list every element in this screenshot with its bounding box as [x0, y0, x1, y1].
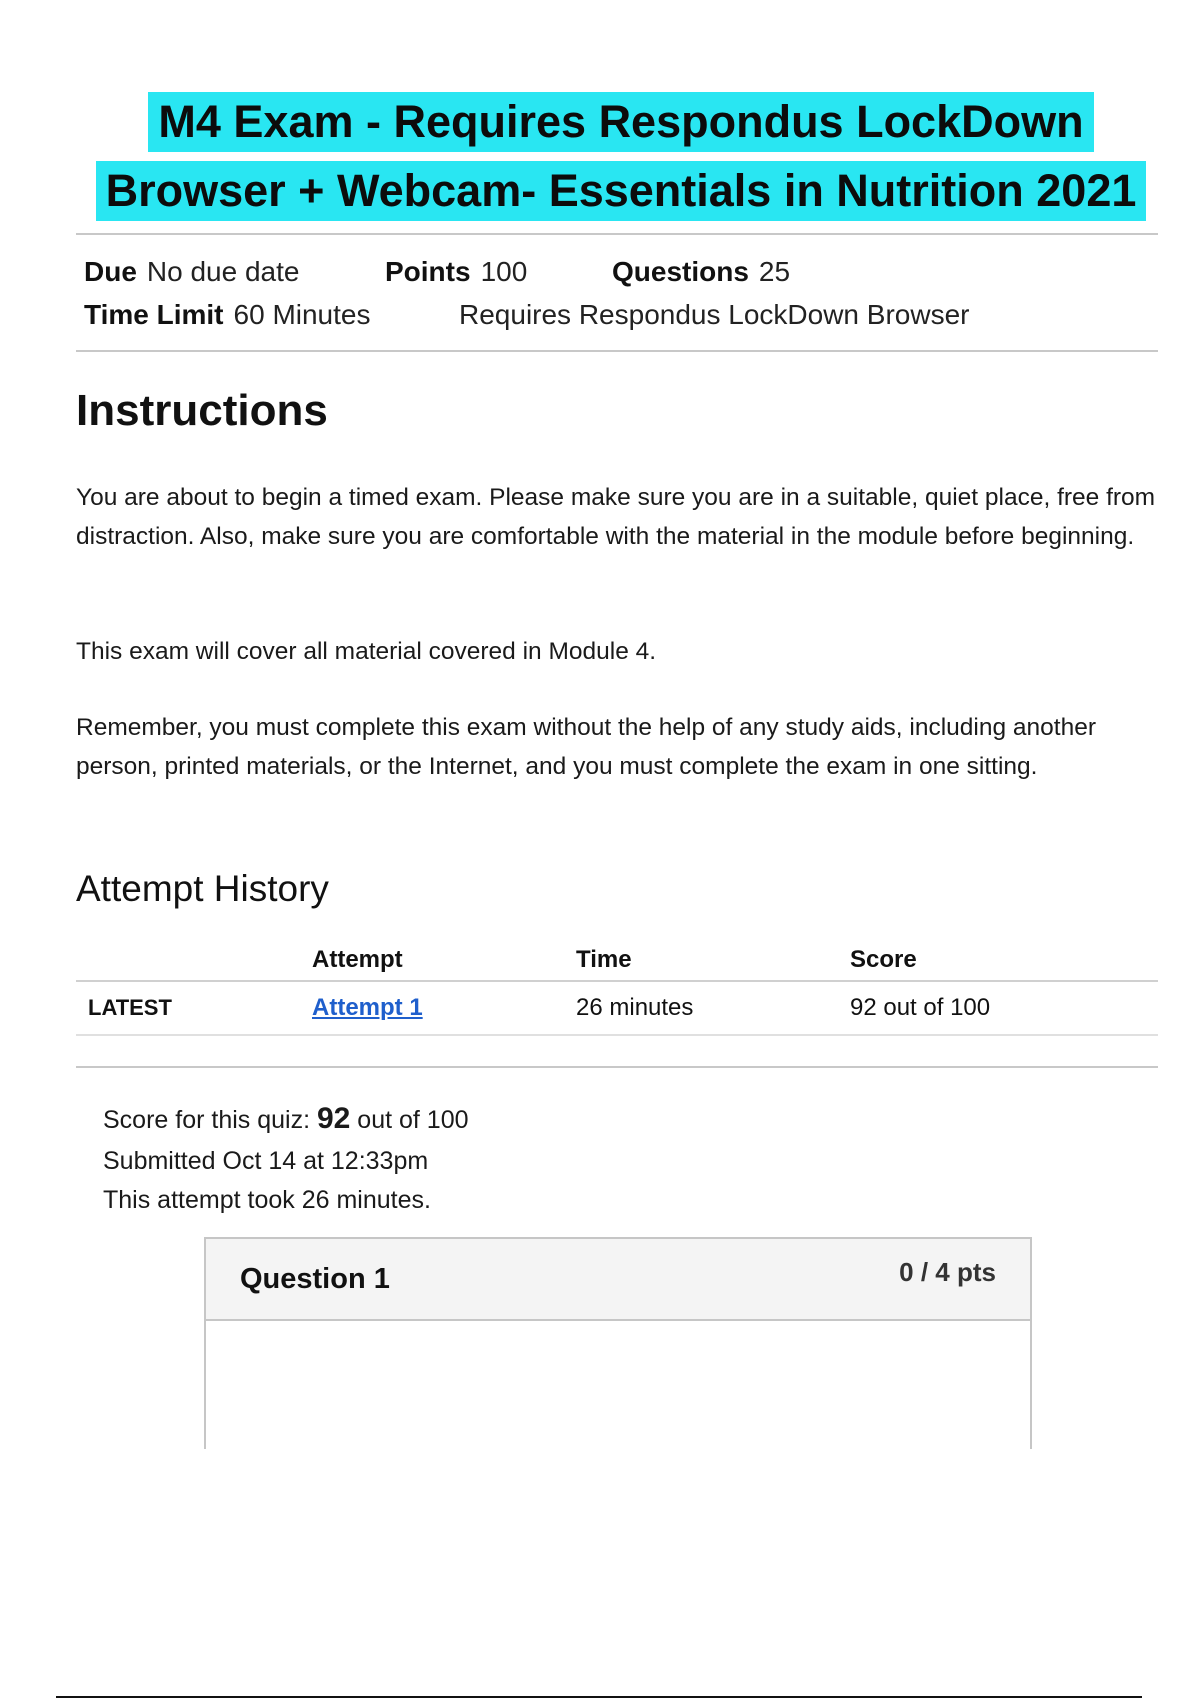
table-row	[76, 982, 1158, 1036]
attempt-1-link[interactable]: Attempt 1	[312, 994, 423, 1021]
exam-title-line-1: M4 Exam - Requires Respondus LockDown	[148, 92, 1093, 152]
question-points: 0 / 4 pts	[899, 1257, 996, 1287]
latest-label: LATEST	[88, 995, 172, 1020]
time-limit-value: 60 Minutes	[233, 299, 371, 330]
divider	[76, 1066, 1158, 1068]
due-value: No due date	[146, 256, 300, 287]
exam-title-line-2: Browser + Webcam- Essentials in Nutrition 2021	[96, 161, 1147, 221]
exam-title	[76, 92, 1166, 221]
points-info	[385, 256, 527, 288]
column-header-attempt: Attempt	[312, 946, 403, 973]
instructions-paragraph: You are about to begin a timed exam. Please make sure you are in a suitable, quiet place, free from distraction. Also, make sure you are comfortable with the material in the module before beginning.	[76, 484, 1156, 550]
quiz-score	[103, 1102, 469, 1136]
divider	[76, 233, 1158, 235]
due-label: Due	[84, 256, 137, 287]
questions-label: Questions	[612, 256, 749, 287]
quiz-score-prefix: Score for this quiz:	[103, 1106, 317, 1134]
questions-value: 25	[758, 256, 791, 287]
questions-info	[612, 256, 790, 288]
quiz-score-value: 92	[316, 1102, 351, 1135]
footer-divider	[56, 1696, 1142, 1698]
points-label: Points	[385, 256, 471, 287]
question-title: Question 1	[240, 1263, 390, 1295]
quiz-score-suffix: out of 100	[350, 1106, 469, 1134]
instructions-paragraph: Remember, you must complete this exam without the help of any study aids, including another person, printed materials, or the Internet, and you must complete the exam in one sitting.	[76, 714, 1097, 780]
due-info	[84, 256, 299, 288]
submitted-date: Submitted Oct 14 at 12:33pm	[103, 1147, 429, 1175]
attempt-table-header	[76, 942, 1158, 982]
attempt-duration: This attempt took 26 minutes.	[103, 1186, 431, 1214]
question-card	[204, 1237, 1032, 1449]
time-cell: 26 minutes	[576, 994, 694, 1021]
instructions-heading: Instructions	[76, 386, 328, 435]
time-limit-label: Time Limit	[84, 299, 224, 330]
column-header-time: Time	[576, 946, 632, 973]
time-limit-info	[84, 299, 370, 331]
divider	[76, 350, 1158, 352]
instructions-paragraph: This exam will cover all material covered in Module 4.	[76, 638, 657, 665]
column-header-score: Score	[850, 946, 917, 973]
question-header	[206, 1239, 1030, 1321]
score-cell: 92 out of 100	[850, 994, 991, 1021]
attempt-cell	[312, 982, 423, 1034]
lockdown-requirement: Requires Respondus LockDown Browser	[459, 299, 970, 330]
attempt-history-heading: Attempt History	[76, 868, 329, 909]
points-value: 100	[480, 256, 528, 287]
